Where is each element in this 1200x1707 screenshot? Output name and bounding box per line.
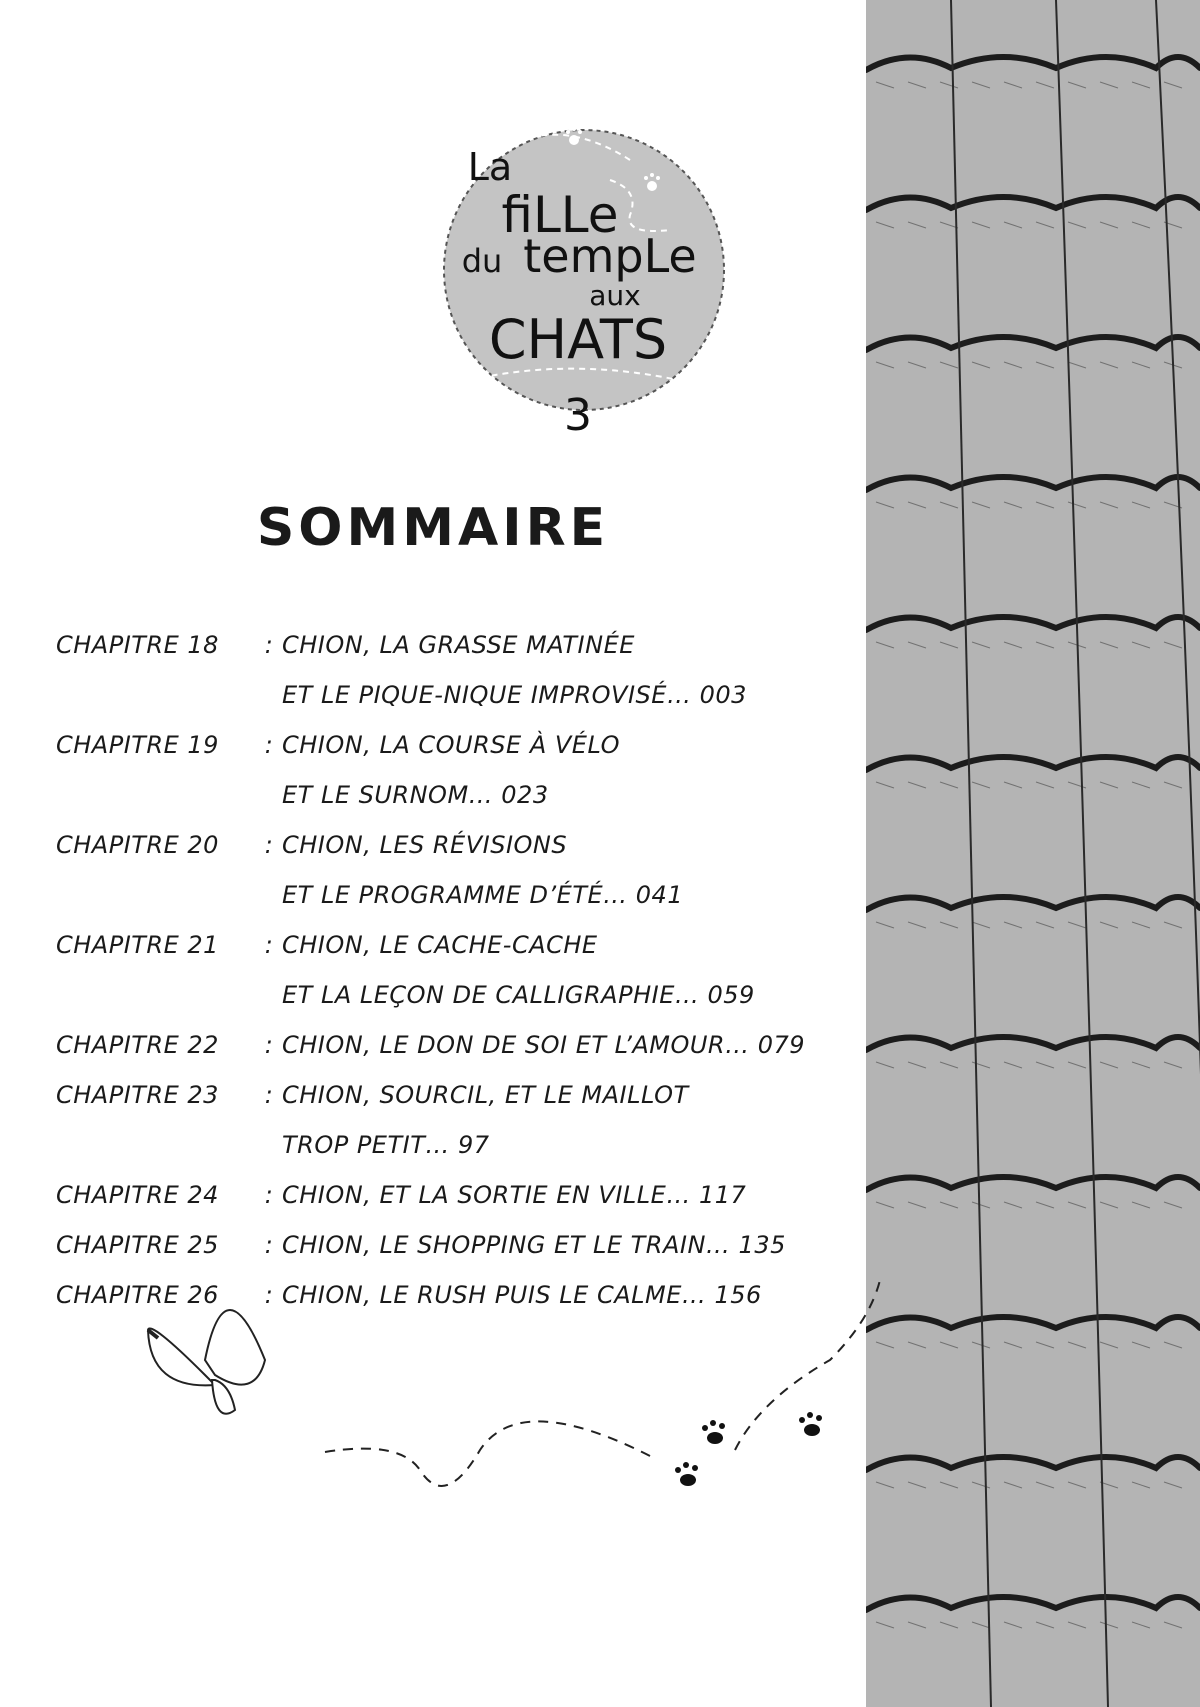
chapter-title-continued: TROP PETIT… 97 [282,1131,490,1159]
toc-entry [56,1170,856,1220]
butterfly-icon [148,1310,265,1414]
title-line-chats: CHATS [488,308,668,371]
toc-entry [56,1220,856,1270]
chapter-separator: : [264,1181,274,1209]
chapter-separator: : [264,931,274,959]
title-line-du: du [461,242,503,280]
toc-entry [56,920,856,970]
title-line-la: La [467,145,513,189]
chapter-separator: : [264,631,274,659]
chapter-separator: : [264,831,274,859]
chapter-separator: : [264,1281,274,1309]
chapter-label: CHAPITRE 26 [56,1281,219,1309]
chapter-title: CHION, LES RÉVISIONS [282,831,568,859]
chapter-title: CHION, ET LA SORTIE EN VILLE… 117 [282,1181,747,1209]
chapter-title: CHION, LE CACHE-CACHE [282,931,598,959]
chapter-separator: : [264,1031,274,1059]
chapter-title: CHION, LA GRASSE MATINÉE [282,631,635,659]
chapter-label: CHAPITRE 22 [56,1031,219,1059]
title-logo [430,120,738,440]
chapter-title-continued: ET LE SURNOM… 023 [282,781,549,809]
chapter-title: CHION, LE RUSH PUIS LE CALME… 156 [282,1281,762,1309]
toc-entry [56,1070,856,1120]
chapter-title: CHION, LE DON DE SOI ET L’AMOUR… 079 [282,1031,806,1059]
decorative-trail [0,1280,1200,1707]
chapter-label: CHAPITRE 20 [56,831,219,859]
chapter-separator: : [264,1081,274,1109]
chapter-separator: : [264,1231,274,1259]
toc-entry [56,1020,856,1070]
chapter-label: CHAPITRE 18 [56,631,219,659]
title-line-temple: tempLe [523,229,697,283]
toc-entry [56,620,856,670]
chapter-label: CHAPITRE 21 [56,931,219,959]
chapter-title: CHION, SOURCIL, ET LE MAILLOT [282,1081,689,1109]
chapter-title-continued: ET LE PROGRAMME D’ÉTÉ… 041 [282,881,684,909]
paw-print-icon [675,1462,698,1486]
paw-print-icon [799,1412,822,1436]
table-of-contents [56,620,856,1320]
chapter-label: CHAPITRE 19 [56,731,219,759]
chapter-title-continued: ET LE PIQUE-NIQUE IMPROVISÉ… 003 [282,681,747,709]
page-heading: SOMMAIRE [256,498,610,558]
paw-print-icon [702,1420,725,1444]
title-line-fille: fiLLe [501,186,619,244]
chapter-title: CHION, LE SHOPPING ET LE TRAIN… 135 [282,1231,786,1259]
chapter-title-continued: ET LA LEÇON DE CALLIGRAPHIE… 059 [282,981,755,1009]
toc-entry [56,720,856,770]
chapter-label: CHAPITRE 25 [56,1231,219,1259]
chapter-label: CHAPITRE 23 [56,1081,219,1109]
volume-number: 3 [564,390,592,440]
chapter-label: CHAPITRE 24 [56,1181,219,1209]
chapter-title: CHION, LA COURSE À VÉLO [282,731,620,759]
chapter-separator: : [264,731,274,759]
toc-entry [56,820,856,870]
title-line-aux: aux [589,279,641,312]
